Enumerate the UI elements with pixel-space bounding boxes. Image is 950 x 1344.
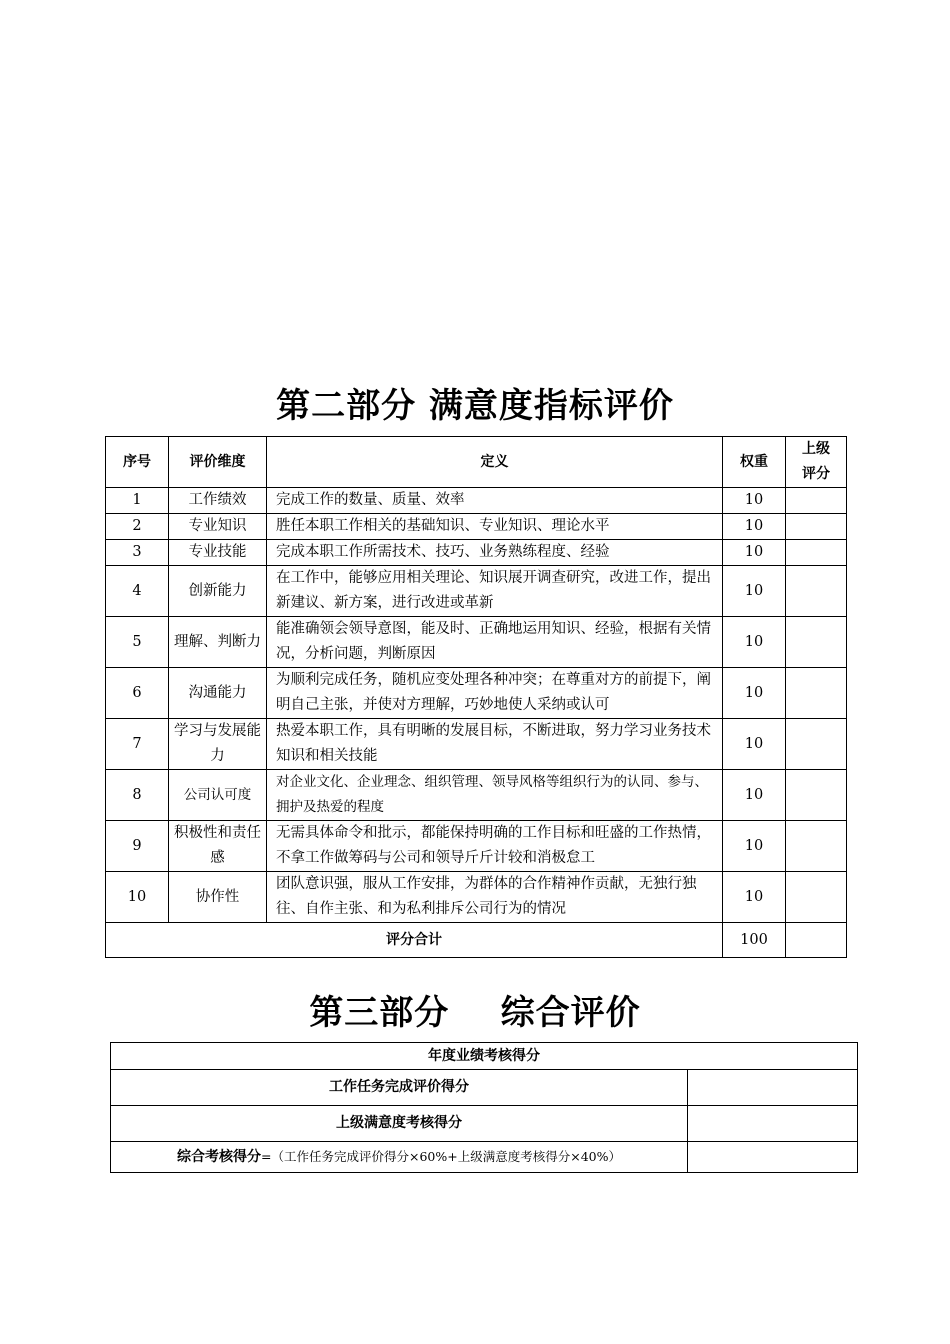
row-dimension: 理解、判断力 [169,617,267,668]
row-dimension: 积极性和责任感 [169,821,267,872]
row-definition: 对企业文化、企业理念、组织管理、领导风格等组织行为的认同、参与、拥护及热爱的程度 [267,770,723,821]
row-definition: 胜任本职工作相关的基础知识、专业知识、理论水平 [267,514,723,540]
header-score: 上级评分 [786,437,847,488]
supervisor-satisfaction-score-cell[interactable] [688,1106,858,1142]
row-dimension: 沟通能力 [169,668,267,719]
row-weight: 10 [723,719,786,770]
table-row [106,514,847,540]
table-row [106,821,847,872]
row-dimension: 工作绩效 [169,488,267,514]
overall-score-cell[interactable] [688,1142,858,1173]
row-dimension: 专业技能 [169,540,267,566]
row-definition: 团队意识强，服从工作安排，为群体的合作精神作贡献，无独行独往、自作主张、和为私利排斥公司行为的情况 [267,872,723,923]
task-completion-score-cell[interactable] [688,1070,858,1106]
row-dimension: 创新能力 [169,566,267,617]
row-score-cell[interactable] [786,514,847,540]
total-weight: 100 [723,923,786,958]
total-label: 评分合计 [106,923,723,958]
row-weight: 10 [723,488,786,514]
row-dimension: 学习与发展能力 [169,719,267,770]
row-no: 7 [106,719,169,770]
satisfaction-table [105,436,847,958]
overall-score-label [111,1142,688,1173]
total-row [106,923,847,958]
row-weight: 10 [723,668,786,719]
row-score-cell[interactable] [786,770,847,821]
row-no: 10 [106,872,169,923]
row-definition: 为顺利完成任务，随机应变处理各种冲突；在尊重对方的前提下，阐明自己主张，并使对方理解，巧妙地使人采纳或认可 [267,668,723,719]
row-definition: 能准确领会领导意图，能及时、正确地运用知识、经验，根据有关情况，分析问题，判断原因 [267,617,723,668]
header-dimension: 评价维度 [169,437,267,488]
row-no: 4 [106,566,169,617]
row-score-cell[interactable] [786,719,847,770]
row-weight: 10 [723,617,786,668]
header-definition: 定义 [267,437,723,488]
row-weight: 10 [723,566,786,617]
row-no: 6 [106,668,169,719]
row-definition: 完成本职工作所需技术、技巧、业务熟练程度、经验 [267,540,723,566]
table-row [106,668,847,719]
row-no: 5 [106,617,169,668]
table-row [106,488,847,514]
row-score-cell[interactable] [786,488,847,514]
row-weight: 10 [723,872,786,923]
row-score-cell[interactable] [786,566,847,617]
header-weight: 权重 [723,437,786,488]
row-score-cell[interactable] [786,668,847,719]
task-completion-score-label: 工作任务完成评价得分 [111,1070,688,1106]
part2-title: 第二部分 满意度指标评价 [276,386,674,426]
row-dimension: 协作性 [169,872,267,923]
header-no: 序号 [106,437,169,488]
row-definition: 热爱本职工作，具有明晰的发展目标，不断进取，努力学习业务技术知识和相关技能 [267,719,723,770]
table-row [111,1043,858,1070]
overall-score-formula: =（工作任务完成评价得分×60%+上级满意度考核得分×40%） [261,1149,621,1164]
row-score-cell[interactable] [786,540,847,566]
table-row [106,617,847,668]
supervisor-satisfaction-score-label: 上级满意度考核得分 [111,1106,688,1142]
row-score-cell[interactable] [786,617,847,668]
row-weight: 10 [723,770,786,821]
row-no: 3 [106,540,169,566]
row-definition: 无需具体命令和批示，都能保持明确的工作目标和旺盛的工作热情，不拿工作做筹码与公司和领导斤斤计较和消极怠工 [267,821,723,872]
annual-score-header: 年度业绩考核得分 [111,1043,858,1070]
row-no: 2 [106,514,169,540]
row-weight: 10 [723,540,786,566]
table-row [111,1142,858,1173]
overall-evaluation-table [110,1042,858,1173]
table-row [111,1070,858,1106]
table-row [106,566,847,617]
row-definition: 在工作中，能够应用相关理论、知识展开调查研究，改进工作，提出新建议、新方案，进行改进或革新 [267,566,723,617]
row-no: 8 [106,770,169,821]
overall-score-label-bold: 综合考核得分 [177,1149,262,1165]
table-row [111,1106,858,1142]
row-weight: 10 [723,821,786,872]
row-dimension: 公司认可度 [169,770,267,821]
table-row [106,872,847,923]
row-score-cell[interactable] [786,821,847,872]
table-row [106,719,847,770]
total-score-cell[interactable] [786,923,847,958]
row-dimension: 专业知识 [169,514,267,540]
row-no: 1 [106,488,169,514]
part3-title: 第三部分 综合评价 [309,993,641,1033]
row-score-cell[interactable] [786,872,847,923]
row-weight: 10 [723,514,786,540]
table-row [106,540,847,566]
table-row [106,770,847,821]
row-no: 9 [106,821,169,872]
row-definition: 完成工作的数量、质量、效率 [267,488,723,514]
